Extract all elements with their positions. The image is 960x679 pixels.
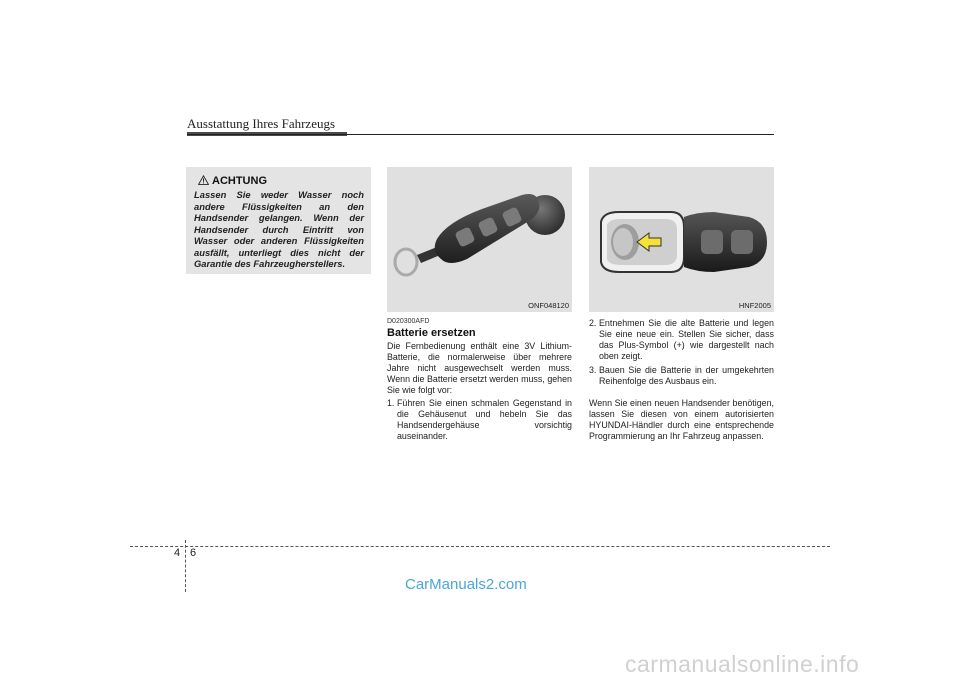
caution-box: [186, 167, 371, 274]
watermark-carmanualsonline[interactable]: carmanualsonline.info: [625, 651, 860, 677]
footer-divider: [185, 540, 186, 592]
step-text: Bauen Sie die Batterie in der umgekehrten Reihenfolge des Ausbaus ein.: [599, 365, 774, 387]
battery-replace-image: [589, 167, 774, 312]
section-code: D020300AFD: [387, 318, 430, 325]
chapter-number: 4: [174, 547, 181, 559]
section-title: Batterie ersetzen: [387, 327, 476, 339]
step-number: 1.: [387, 398, 395, 408]
warning-triangle-icon: [198, 175, 209, 185]
page-header-title: Ausstattung Ihres Fahrzeugs: [187, 116, 336, 131]
opened-fob-illustration: [589, 167, 774, 312]
caution-text: Lassen Sie weder Wasser noch andere Flüssigkeiten an den Handsender gelangen. Wenn der Handsender durch Eintritt von Wasser oder anderen Flüssigkeiten ausfällt, unterliegt dies nicht der Garantie des Fahrzeugherstellers.: [194, 189, 364, 269]
step-number: 3.: [589, 365, 597, 375]
intro-paragraph: Die Fernbedienung enthält eine 3V Lithium-Batterie, die normalerweise über mehrere Jahre nicht ausgewechselt werden muss. Wenn die Batterie ersetzt werden muss, gehen Sie wie folgt vor:: [387, 341, 572, 396]
image-code-right: HNF2005: [738, 301, 771, 310]
key-fob-image: [387, 167, 572, 312]
caution-title: ACHTUNG: [212, 175, 267, 187]
footer-rule: [130, 546, 830, 547]
key-fob-illustration: [387, 167, 572, 312]
step-text: Entnehmen Sie die alte Batterie und legen Sie eine neue ein. Stellen Sie sicher, dass das Plus-Symbol (+) wie dargestellt nach oben zeigt.: [599, 318, 774, 362]
watermark-carmanuals2[interactable]: CarManuals2.com: [405, 576, 527, 593]
image-code-left: ONF048120: [528, 301, 569, 310]
step-text: Führen Sie einen schmalen Gegenstand in die Gehäusenut und hebeln Sie das Handsendergehäuse vorsichtig auseinander.: [397, 398, 572, 442]
header-rule: [187, 134, 774, 135]
step-number: 2.: [589, 318, 597, 328]
outro-paragraph: Wenn Sie einen neuen Handsender benötigen, lassen Sie diesen von einem autorisierten HYUNDAI-Händler durch eine entsprechende Programmierung an Ihr Fahrzeug anpassen.: [589, 398, 774, 442]
page-number: 6: [190, 547, 197, 559]
